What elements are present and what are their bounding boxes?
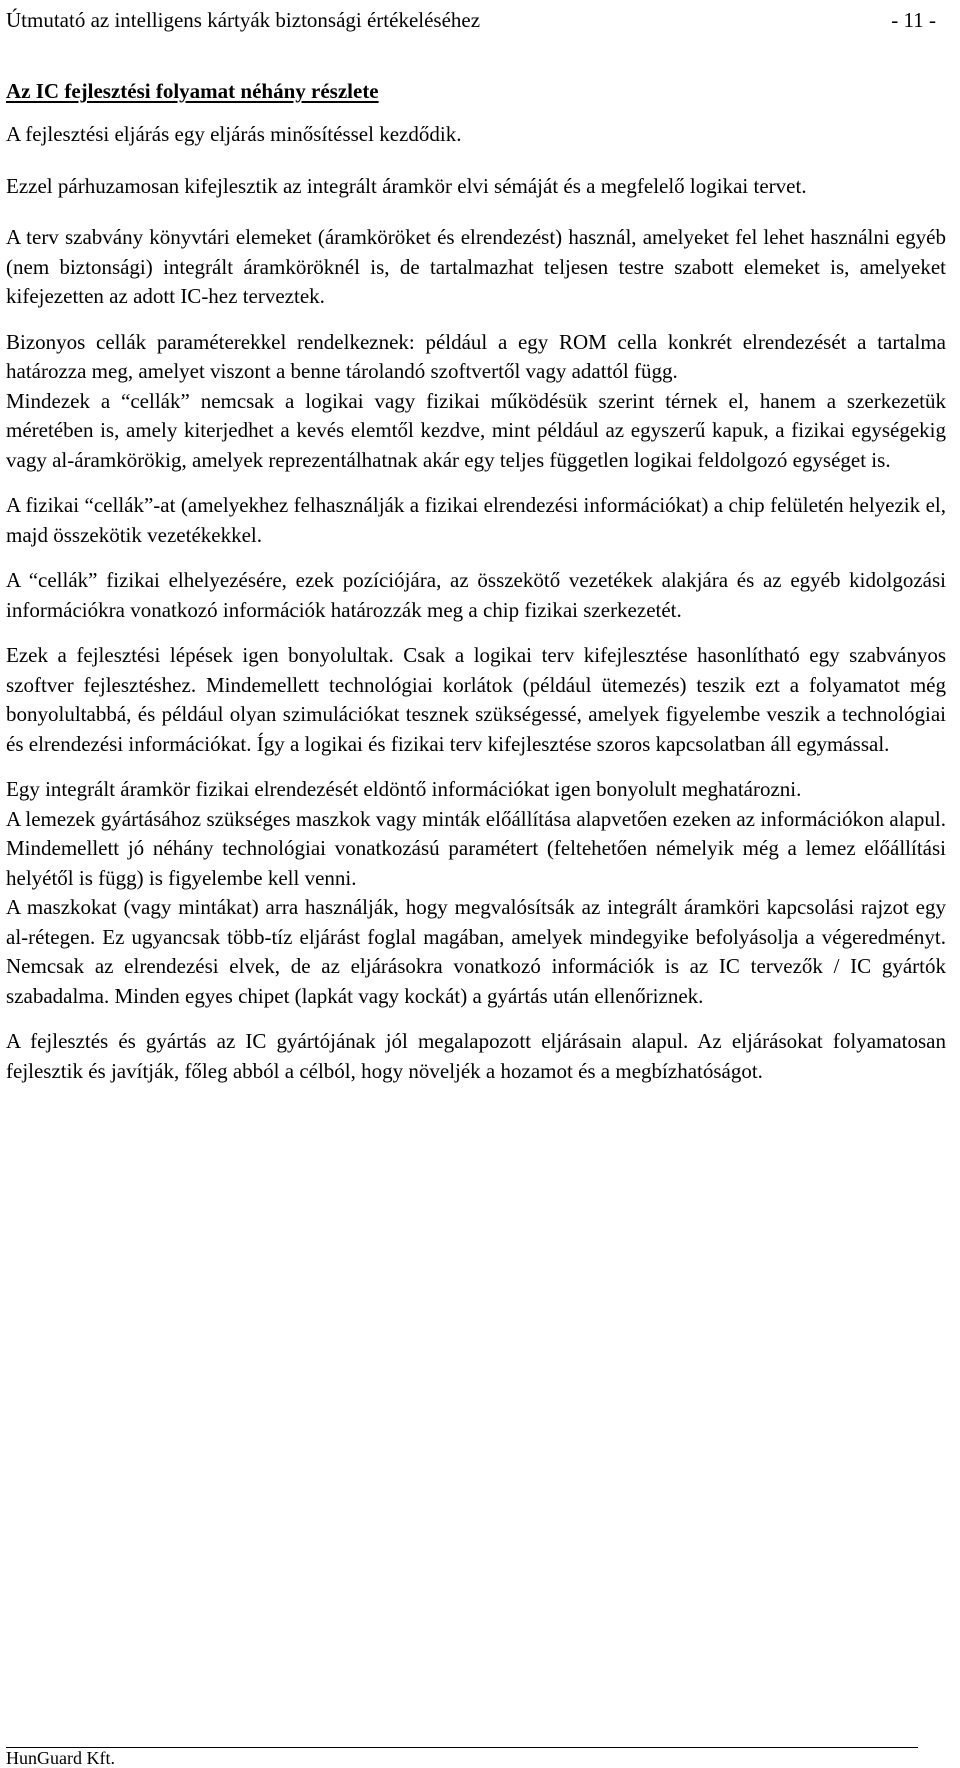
- paragraph: A fizikai “cellák”-at (amelyekhez felhasználják a fizikai elrendezési információkat) a chip felületén helyezik el, majd összekötik vezetékekkel.: [6, 493, 946, 547]
- footer-divider: [6, 1747, 918, 1748]
- document-body: [6, 120, 946, 1086]
- paragraph: Bizonyos cellák paraméterekkel rendelkeznek: például a egy ROM cella konkrét elrendezését a tartalma határozza meg, amelyet viszont a benne tárolandó szoftvertől vagy adattól függ.: [6, 329, 946, 383]
- paragraph: A maszkokat (vagy mintákat) arra használják, hogy megvalósítsák az integrált áramköri kapcsolási rajzot egy al-rétegen. Ez ugyancsak több-tíz eljárást foglal magában, amelyek mindegyike befolyásolja a végeredményt. Nemcsak az elrendezési elvek, de az eljárásokra vonatkozó információk is az IC tervezők / IC gyártók szabadalma. Minden egyes chipet (lapkát vagy kockát) a gyártás után ellenőriznek.: [6, 895, 946, 1008]
- paragraph: Ezek a fejlesztési lépések igen bonyolultak. Csak a logikai terv kifejlesztése hasonlítható egy szabványos szoftver fejlesztéshez. Mindemellett technológiai korlátok (például ütemezés) teszik ezt a folyamatot még bonyolultabbá, és például olyan szimulációkat tesznek szükségessé, amelyek figyelembe veszik a technológiai és elrendezési információkat. Így a logikai és fizikai terv kifejlesztése szoros kapcsolatban áll egymással.: [6, 643, 946, 756]
- paragraph: A fejlesztés és gyártás az IC gyártójának jól megalapozott eljárásain alapul. Az eljárásokat folyamatosan fejlesztik és javítják, főleg abból a célból, hogy növeljék a hozamot és a megbízhatóságot.: [6, 1029, 946, 1083]
- header-title: Útmutató az intelligens kártyák biztonsági értékeléséhez: [6, 8, 481, 32]
- paragraph: A “cellák” fizikai elhelyezésére, ezek pozíciójára, az összekötő vezetékek alakjára és az egyéb kidolgozási információkra vonatkozó információk határozzák meg a chip fizikai szerkezetét.: [6, 568, 946, 622]
- paragraph: A terv szabvány könyvtári elemeket (áramköröket és elrendezést) használ, amelyeket fel lehet használni egyéb (nem biztonsági) integrált áramköröknél is, de tartalmazhat teljesen testre szabott elemeket is, amelyeket kifejezetten az adott IC-hez terveztek.: [6, 225, 946, 308]
- footer-company: HunGuard Kft.: [6, 1748, 115, 1768]
- section-title: Az IC fejlesztési folyamat néhány részlete: [6, 79, 379, 103]
- paragraph: A fejlesztési eljárás egy eljárás minősítéssel kezdődik.: [6, 122, 462, 146]
- page-header: [6, 6, 960, 34]
- paragraph: Egy integrált áramkör fizikai elrendezését eldöntő információkat igen bonyolult meghatározni.: [6, 777, 802, 801]
- paragraph: Ezzel párhuzamosan kifejlesztik az integrált áramkör elvi sémáját és a megfelelő logikai tervet.: [6, 173, 807, 198]
- paragraph: A lemezek gyártásához szükséges maszkok vagy minták előállítása alapvetően ezeken az információkon alapul. Mindemellett jó néhány technológiai vonatkozású paramétert (feltehetően némelyik még a lemez előállítási helyétől is függ) is figyelembe kell venni.: [6, 806, 946, 890]
- paragraph: Mindezek a “cellák” nemcsak a logikai vagy fizikai működésük szerint térnek el, hanem a szerkezetük méretében is, amely kiterjedhet a kevés elemtől kezdve, mint például az egyszerű kapuk, a fizikai egységekig vagy al-áramkörökig, amelyek reprezentálhatnak akár egy teljes független logikai feldolgozó egységet is.: [6, 388, 946, 472]
- page-number: - 11 -: [891, 8, 936, 32]
